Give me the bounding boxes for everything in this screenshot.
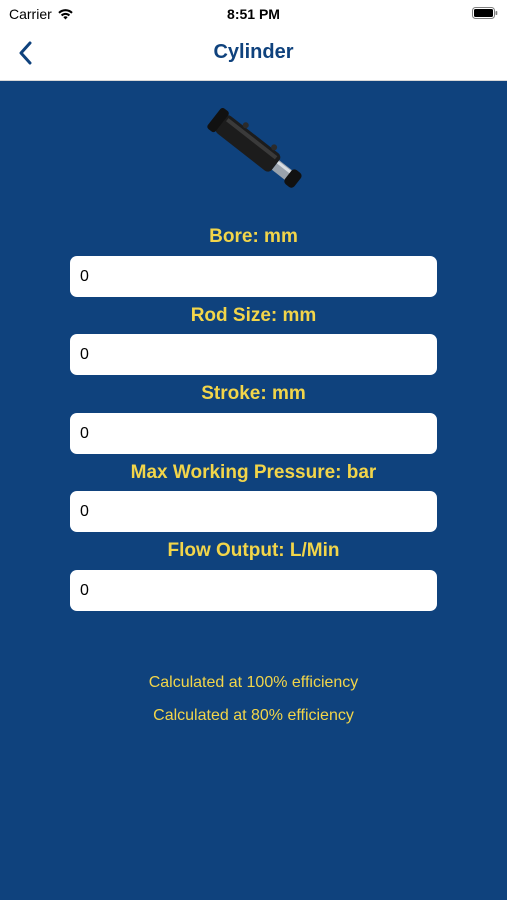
navigation-bar [0,28,507,81]
status-bar [0,0,507,28]
bore-label: Bore: mm [209,226,298,247]
max-working-pressure-input[interactable] [70,491,437,532]
rod-size-input[interactable] [70,334,437,375]
hydraulic-cylinder-image [190,89,320,219]
result-100-efficiency: Calculated at 100% efficiency [148,674,359,691]
max-working-pressure-label: Max Working Pressure: bar [130,462,377,483]
page-title: Cylinder [213,41,294,63]
flow-output-input[interactable] [70,570,437,611]
flow-output-label: Flow Output: L/Min [167,540,340,561]
result-80-efficiency: Calculated at 80% efficiency [153,707,354,724]
status-time: 8:51 PM [227,6,280,22]
bore-input[interactable] [70,256,437,297]
stroke-input[interactable] [70,413,437,454]
battery-icon [472,7,498,19]
calculator-form [0,81,507,900]
rod-size-label: Rod Size: mm [190,305,317,326]
stroke-label: Stroke: mm [201,383,306,404]
carrier-label: Carrier [9,6,52,22]
